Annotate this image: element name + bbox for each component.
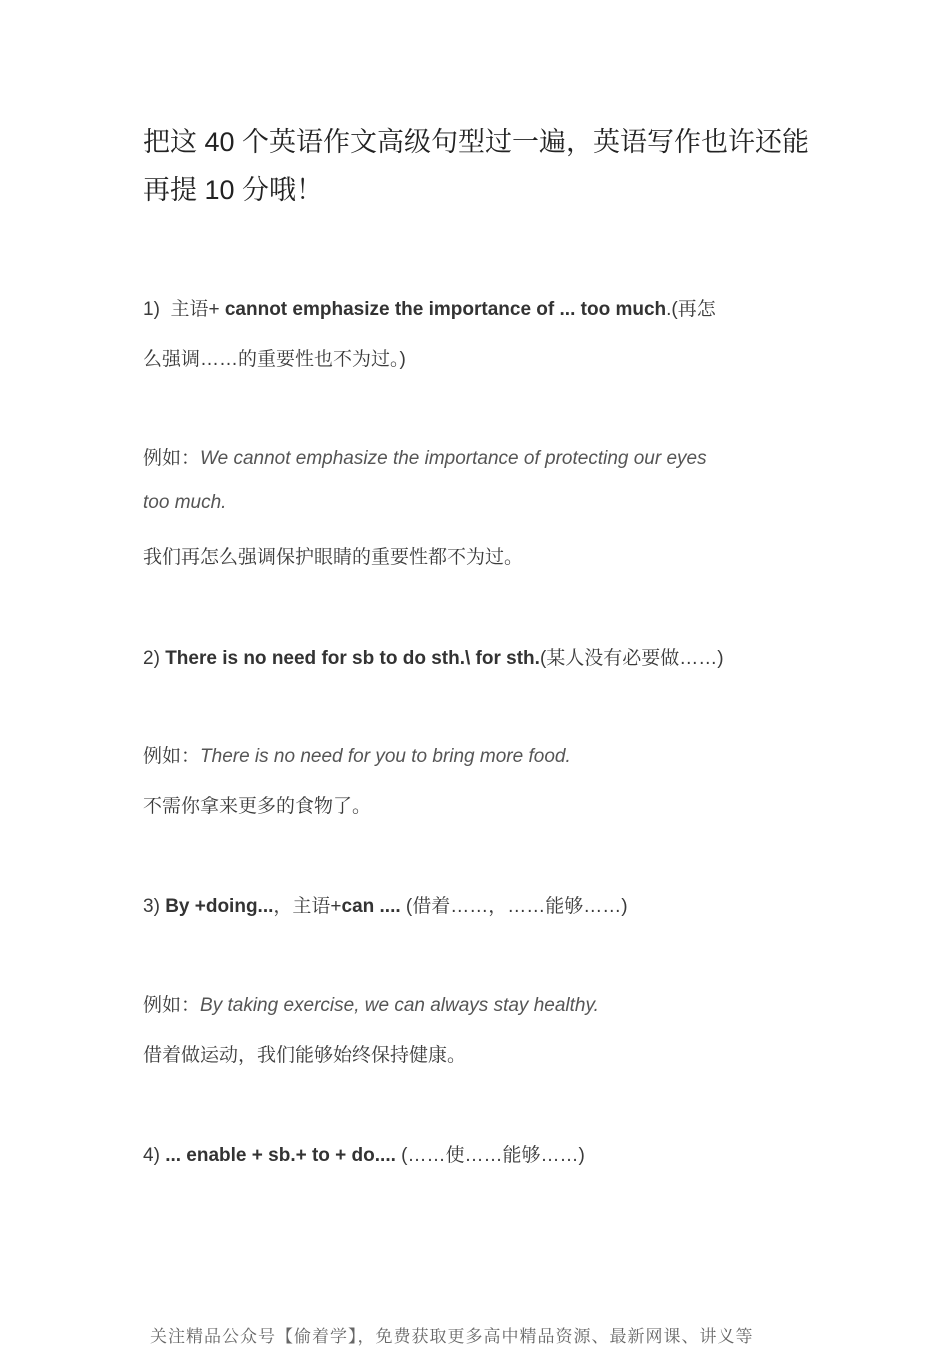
pattern-bold: By +doing... [165,896,274,917]
example-1 [143,443,707,470]
example-label: 例如： [143,448,201,469]
pattern-meaning: (借着……，……能够……) [400,896,628,917]
pattern-meaning: .(再怎 [666,299,716,320]
pattern-bold: cannot emphasize the importance of ... too much [224,299,667,320]
pattern-meaning: (……使……能够……) [395,1145,585,1166]
item-number: 4) [143,1145,160,1166]
item-number: 2) [143,648,160,669]
pattern-bold: There is no need for sb to do sth.\ for sth. [165,648,540,669]
example-english: We cannot emphasize the importance of protecting our eyes [200,448,707,469]
item-number: 1) [143,299,160,320]
example-label: 例如： [143,995,201,1016]
pattern-bold: ... enable + sb.+ to + do.... [165,1145,396,1166]
example-1-cont: too much. [143,492,227,513]
example-2-translation: 不需你拿来更多的食物了。 [143,796,372,817]
page-title: 把这 40 个英语作文高级句型过一遍，英语写作也许还能再提 10 分哦！ [143,127,810,205]
example-english: There is no need for you to bring more food. [200,746,571,767]
example-label: 例如： [143,746,201,767]
pattern-2-line [143,643,724,670]
pattern-text: ，主语+ [273,896,342,917]
example-3 [143,990,599,1017]
pattern-4-line [143,1140,585,1167]
example-3-translation: 借着做运动，我们能够始终保持健康。 [143,1045,467,1066]
pattern-meaning: (某人没有必要做……) [539,648,724,669]
example-english: By taking exercise, we can always stay healthy. [200,995,599,1016]
pattern-1-line [143,294,716,321]
example-1-translation: 我们再怎么强调保护眼睛的重要性都不为过。 [143,547,524,568]
pattern-bold-2: can .... [341,896,401,917]
footer-watermark: 关注精品公众号【偷着学】，免费获取更多高中精品资源、最新网课、讲义等 [150,1327,754,1347]
example-2 [143,741,571,768]
pattern-text: 主语+ [170,299,225,320]
item-number: 3) [143,896,160,917]
pattern-3-line [143,891,628,918]
pattern-1-meaning: 么强调……的重要性也不为过。) [143,349,406,370]
